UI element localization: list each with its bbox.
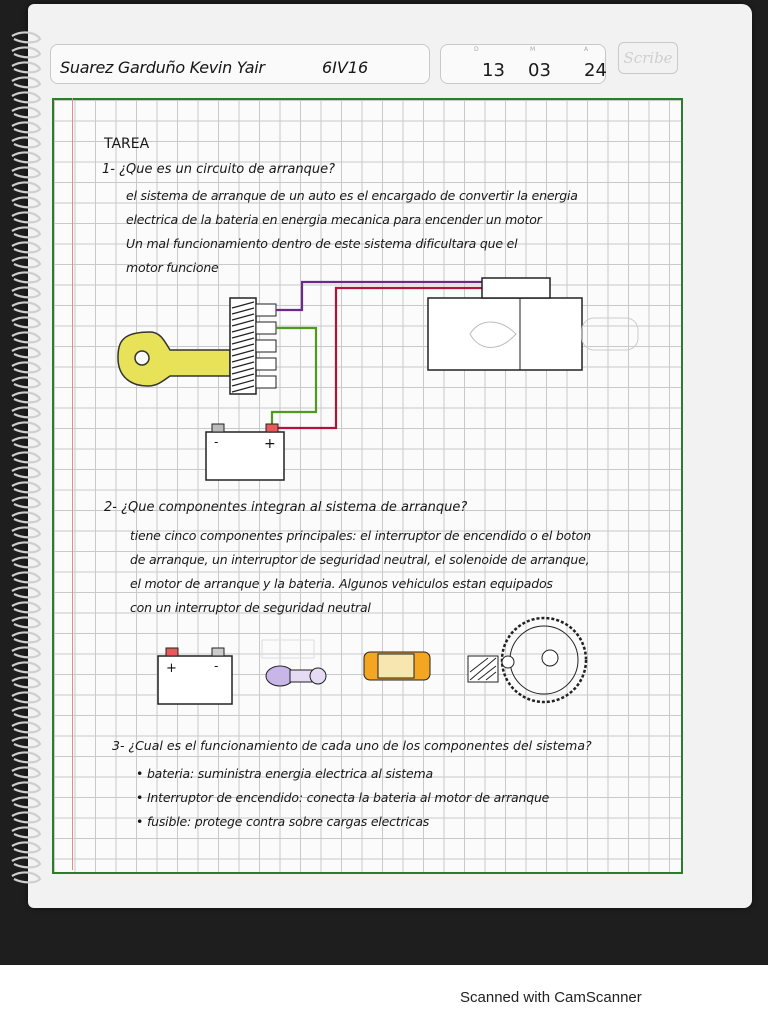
ignition-key-switch-drawing — [262, 640, 326, 686]
battery2-minus-sign: - — [214, 659, 219, 673]
q3-answer-line: • bateria: suministra energia electrica al sistema — [136, 766, 433, 781]
group-code: 6IV16 — [322, 58, 369, 77]
fuse-drawing — [364, 652, 430, 680]
q1-answer-line: motor funcione — [126, 260, 219, 275]
q3-answer-line: • Interruptor de encendido: conecta la bateria al motor de arranque — [136, 790, 550, 805]
q1-answer-line: el sistema de arranque de un auto es el encargado de convertir la energia — [126, 188, 578, 203]
date-year: 24 — [584, 60, 607, 81]
battery2-plus-sign: + — [166, 661, 177, 676]
date-year-label: A — [584, 46, 589, 53]
q2-answer-line: tiene cinco componentes principales: el interruptor de encendido o el boton — [130, 528, 591, 543]
date-month: 03 — [528, 60, 551, 81]
starter-gear-drawing — [468, 618, 586, 702]
q1-answer-line: electrica de la bateria en energia mecanica para encender un motor — [126, 212, 542, 227]
question-3: 3- ¿Cual es el funcionamiento de cada uno de los componentes del sistema? — [112, 738, 592, 753]
q2-answer-line: de arranque, un interruptor de seguridad neutral, el solenoide de arranque, — [130, 552, 590, 567]
q2-answer-line: con un interruptor de seguridad neutral — [130, 600, 371, 615]
q2-answer-line: el motor de arranque y la bateria. Algunos vehiculos estan equipados — [130, 576, 553, 591]
battery-drawing — [206, 424, 284, 480]
student-name: Suarez Garduño Kevin Yair — [60, 58, 265, 77]
question-1: 1- ¿Que es un circuito de arranque? — [102, 162, 336, 177]
page-title: TAREA — [104, 136, 150, 152]
date-month-label: M — [530, 46, 536, 53]
scan-footer — [0, 965, 768, 1024]
battery-2-drawing — [158, 648, 232, 704]
q1-answer-line: Un mal funcionamiento dentro de este sistema dificultara que el — [126, 236, 518, 251]
starter-motor-drawing — [428, 278, 638, 370]
q3-answer-line: • fusible: protege contra sobre cargas electricas — [136, 814, 430, 829]
date-day-label: D — [474, 46, 479, 53]
battery-plus-sign: + — [264, 436, 276, 452]
notebook-brand-logo: Scribe — [618, 42, 678, 74]
ignition-switch-drawing — [230, 298, 276, 394]
key-drawing — [118, 332, 230, 386]
date-day: 13 — [482, 60, 505, 81]
camscanner-watermark: Scanned with CamScanner — [460, 989, 642, 1006]
battery-minus-sign: - — [214, 435, 219, 449]
question-2: 2- ¿Que componentes integran al sistema de arranque? — [104, 500, 468, 515]
